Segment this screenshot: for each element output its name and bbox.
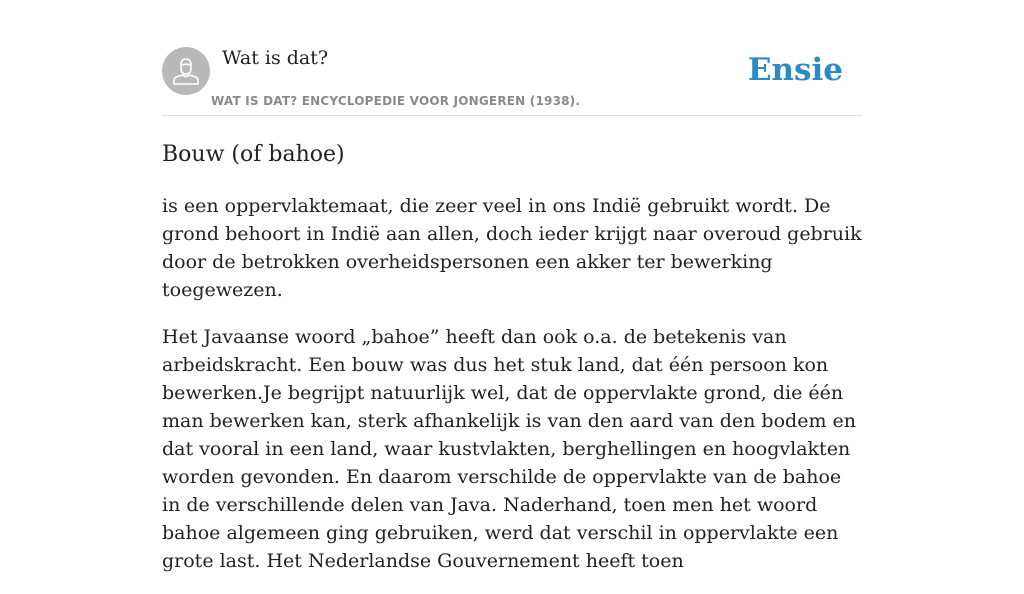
source-header xyxy=(162,0,862,116)
source-title-link[interactable]: Wat is dat? xyxy=(222,47,329,69)
entry-paragraph: Het Javaanse woord „bahoe” heeft dan ook o.a. de betekenis van arbeidskracht. Een bouw was dus het stuk land, dat één persoon kon bewerken.Je begrijpt natuurlijk wel, dat de oppervlakte grond, die één man bewerken kan, sterk afhankelijk is van den aard van den bodem en dat vooral in een land, waar kustvlakten, berghellingen en hoogvlakten worden gevonden. En daarom verschilde de oppervlakte van de bahoe in de verschillende delen van Java. Naderhand, toen men het woord bahoe algemeen ging gebruiken, werd dat verschil in oppervlakte een grote last. Het Nederlandse Gouvernement heeft toen xyxy=(162,326,856,572)
entry-paragraph: is een oppervlaktemaat, die zeer veel in ons Indië gebruikt wordt. De grond behoort in Indië aan allen, doch ieder krijgt naar overoud gebruik door de betrokken overheidspersonen een akker ter bewerking toegewezen. xyxy=(162,195,862,301)
entry-body xyxy=(162,192,862,594)
source-avatar[interactable] xyxy=(162,47,210,95)
ensie-logo-link[interactable]: Ensie xyxy=(747,52,843,88)
source-subtitle: WAT IS DAT? ENCYCLOPEDIE VOOR JONGEREN (1938). xyxy=(211,94,581,108)
entry-title: Bouw (of bahoe) xyxy=(162,142,345,167)
page-container xyxy=(162,0,862,572)
user-icon xyxy=(162,47,210,95)
